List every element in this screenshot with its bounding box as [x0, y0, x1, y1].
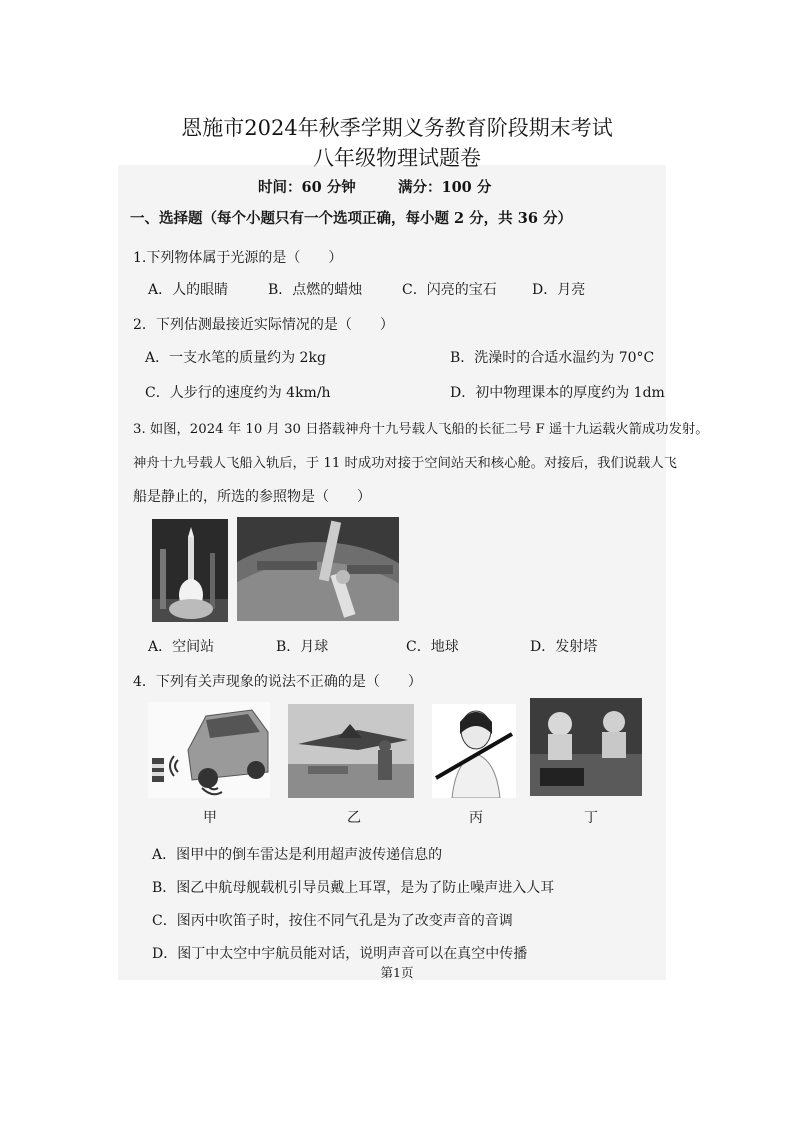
exam-time: 时间：60 分钟 — [258, 179, 356, 196]
exam-subtitle: 八年级物理试题卷 — [313, 146, 481, 170]
q4-option-b: B．图乙中航母舰载机引导员戴上耳罩，是为了防止噪声进入人耳 — [152, 880, 555, 896]
q2-option-a: A．一支水笔的质量约为 2kg — [145, 350, 326, 366]
flute-player-photo — [432, 704, 516, 798]
q3-option-d: D．发射塔 — [530, 639, 598, 655]
q1-option-b: B．点燃的蜡烛 — [268, 282, 363, 298]
astronauts-photo — [530, 698, 642, 796]
q2-option-c: C．人步行的速度约为 4km/h — [145, 385, 331, 401]
question-1-stem: 1.下列物体属于光源的是（ ） — [133, 250, 343, 266]
question-3-stem-line3: 船是静止的，所选的参照物是（ ） — [133, 489, 371, 505]
q1-option-c: C．闪亮的宝石 — [402, 282, 497, 298]
space-station-photo — [237, 517, 399, 621]
figure-label-ding: 丁 — [584, 810, 598, 826]
q1-option-d: D．月亮 — [532, 282, 586, 298]
section-heading: 一、选择题（每个小题只有一个选项正确，每小题 2 分，共 36 分） — [130, 210, 572, 227]
q2-option-b: B．洗澡时的合适水温约为 70°C — [450, 350, 655, 366]
figure-label-bing: 丙 — [469, 810, 483, 826]
question-3-stem-line2: 神舟十九号载人飞船入轨后，于 11 时成功对接于空间站天和核心舱。对接后，我们说载人飞 — [133, 456, 677, 471]
question-2-stem: 2．下列估测最接近实际情况的是（ ） — [133, 317, 394, 333]
figure-label-yi: 乙 — [347, 810, 361, 826]
q2-option-d: D．初中物理课本的厚度约为 1dm — [450, 385, 665, 401]
exam-title: 恩施市2024年秋季学期义务教育阶段期末考试 — [181, 116, 613, 140]
exam-score: 满分：100 分 — [398, 179, 492, 196]
reversing-radar-figure — [148, 702, 270, 798]
carrier-deck-photo — [288, 704, 414, 798]
q3-option-c: C．地球 — [406, 639, 459, 655]
page-number: 第1页 — [380, 965, 414, 980]
rocket-launch-photo — [152, 519, 228, 622]
q1-option-a: A．人的眼睛 — [148, 282, 229, 298]
q3-option-b: B．月球 — [276, 639, 329, 655]
q4-option-d: D．图丁中太空中宇航员能对话，说明声音可以在真空中传播 — [152, 946, 528, 962]
question-4-stem: 4．下列有关声现象的说法不正确的是（ ） — [133, 674, 422, 690]
q4-option-a: A．图甲中的倒车雷达是利用超声波传递信息的 — [152, 847, 443, 863]
question-3-stem-line1: 3. 如图，2024 年 10 月 30 日搭载神舟十九号载人飞船的长征二号 F 遥十九运载火箭成功发射。 — [133, 422, 709, 437]
q4-option-c: C．图丙中吹笛子时，按住不同气孔是为了改变声音的音调 — [152, 913, 513, 929]
figure-label-jia: 甲 — [203, 810, 217, 826]
q3-option-a: A．空间站 — [148, 639, 215, 655]
